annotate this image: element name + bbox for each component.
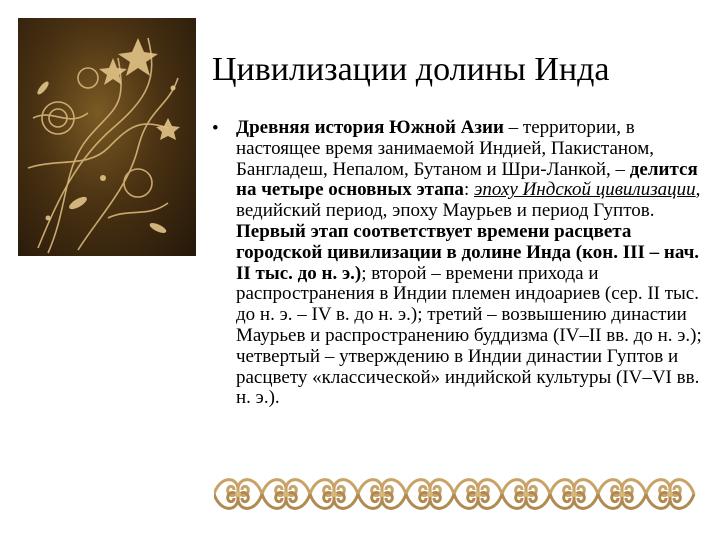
bullet-paragraph [236, 118, 706, 409]
scroll-border-graphic [214, 462, 702, 526]
bold-phrase-first-stage: Первый этап соответствует времени расцвета городской цивилизации в долине Инда (кон. III – нач. II тыс. до н. э.) [236, 220, 700, 284]
bullet-marker: • [212, 118, 219, 139]
text-segment: ; второй – времени прихода и распространения в Индии племен индоариев (сер. II тыс. до н. э. – IV в. до н. э.); третий – возвышению династии Маурьев и распространению буддизма (IV–II вв. до н. э.); четвертый – утверждению в Индии династии Гуптов и расцвету «классической» индийской культуры (IV–VI вв. н. э.). [236, 262, 702, 409]
text-segment: : [463, 179, 474, 201]
floral-ornament-graphic [18, 18, 196, 256]
text-segment: – территории, в настоящее время занимаемой Индией, Пакистаном, Бангладеш, Непалом, Бутаном и Шри-Ланкой, – [236, 117, 654, 180]
bold-phrase-south-asia: Древняя история Южной Азии [236, 117, 504, 138]
indus-civilization-link[interactable]: эпоху Индской цивилизации [473, 179, 696, 201]
text-segment: , ведийский период, эпоху Маурьев и период Гуптов. [236, 179, 701, 222]
decorative-scroll-border [214, 462, 702, 526]
bold-phrase-four-stages: делится на четыре основных этапа [236, 158, 698, 201]
floral-ornament-image [18, 18, 196, 256]
slide-title: Цивилизации долины Инда [212, 51, 610, 88]
